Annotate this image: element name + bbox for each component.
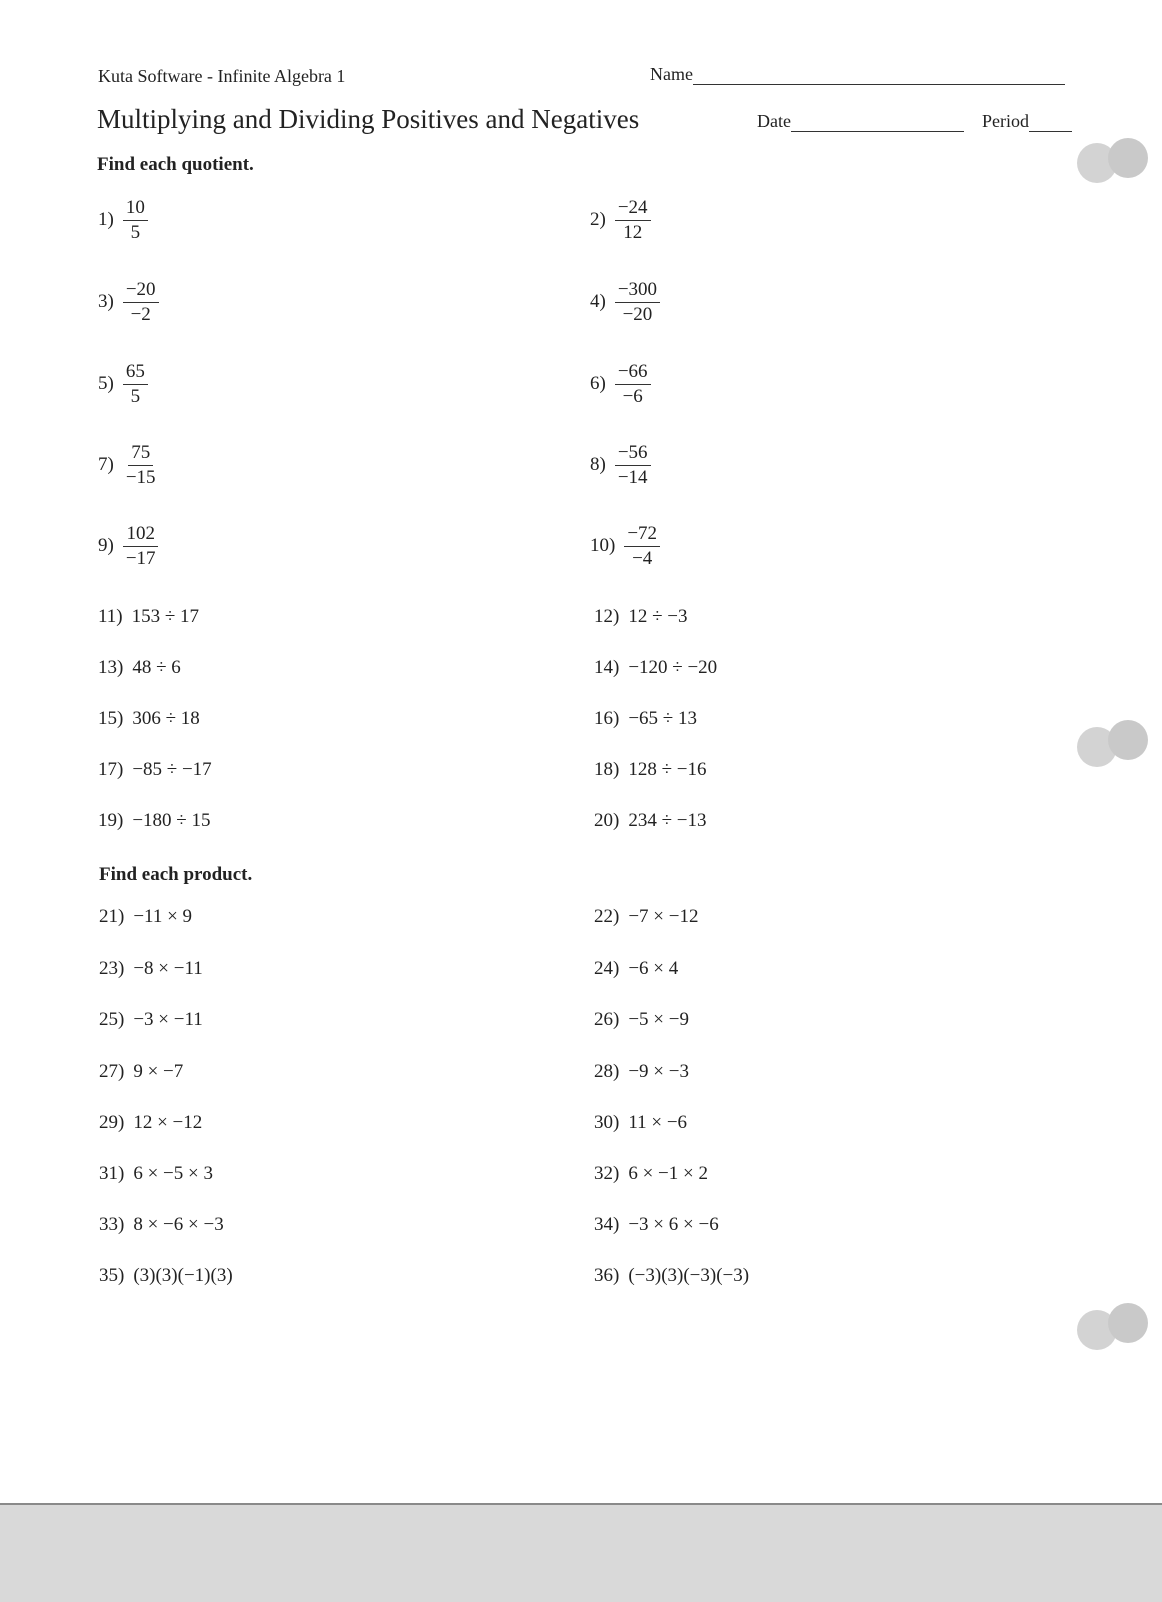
quotient-instruction: Find each quotient. — [97, 154, 254, 175]
problem-number: 7) — [98, 454, 114, 476]
expression: (−3)(3)(−3)(−3) — [628, 1265, 750, 1286]
period-label: Period — [982, 111, 1029, 131]
fraction — [123, 198, 148, 243]
problem-8 — [590, 443, 651, 488]
problem-number: 15) — [98, 708, 124, 729]
problem-number: 8) — [590, 454, 606, 476]
fraction — [123, 362, 148, 407]
name-field[interactable] — [650, 64, 1065, 85]
problem-6 — [590, 362, 651, 407]
problem-2 — [590, 198, 651, 243]
problem-5 — [98, 362, 148, 407]
problem-number: 32) — [594, 1163, 620, 1184]
punch-hole-top — [1108, 138, 1148, 178]
fraction — [615, 362, 651, 407]
numerator: −56 — [615, 443, 651, 466]
problem-number: 16) — [594, 708, 620, 729]
problem-number: 9) — [98, 535, 114, 557]
problem-24 — [594, 958, 678, 980]
problem-20 — [594, 810, 706, 832]
problem-number: 18) — [594, 759, 620, 780]
problem-10 — [590, 524, 660, 569]
problem-23 — [99, 958, 203, 980]
problem-number: 31) — [99, 1163, 125, 1184]
numerator: −24 — [615, 198, 651, 221]
problem-32 — [594, 1163, 708, 1185]
problem-17 — [98, 759, 212, 781]
fraction — [123, 524, 159, 569]
punch-hole-middle — [1108, 720, 1148, 760]
problem-31 — [99, 1163, 213, 1185]
date-label: Date — [757, 111, 791, 131]
problem-number: 12) — [594, 606, 620, 627]
expression: 11 × −6 — [628, 1112, 688, 1133]
problem-number: 29) — [99, 1112, 125, 1133]
denominator: −4 — [632, 547, 653, 569]
problem-number: 2) — [590, 209, 606, 231]
product-instruction: Find each product. — [99, 864, 253, 885]
problem-11 — [98, 606, 199, 628]
problem-12 — [594, 606, 687, 628]
problem-1 — [98, 198, 148, 243]
expression: 48 ÷ 6 — [132, 657, 181, 678]
expression: −8 × −11 — [133, 958, 203, 979]
fraction — [615, 443, 651, 488]
problem-4 — [590, 280, 660, 325]
problem-number: 25) — [99, 1009, 125, 1030]
denominator: 5 — [130, 385, 141, 407]
page-title: Multiplying and Dividing Positives and Negatives — [97, 104, 640, 134]
problem-15 — [98, 708, 200, 730]
problem-27 — [99, 1061, 183, 1083]
punch-hole-bottom — [1108, 1303, 1148, 1343]
problem-number: 33) — [99, 1214, 125, 1235]
problem-number: 21) — [99, 906, 125, 927]
expression: −85 ÷ −17 — [132, 759, 212, 780]
fraction — [615, 198, 651, 243]
expression: −3 × 6 × −6 — [628, 1214, 719, 1235]
problem-number: 4) — [590, 291, 606, 313]
expression: 12 × −12 — [133, 1112, 203, 1133]
problem-19 — [98, 810, 210, 832]
expression: −180 ÷ 15 — [132, 810, 211, 831]
period-field[interactable] — [982, 111, 1072, 132]
problem-33 — [99, 1214, 224, 1236]
expression: 8 × −6 × −3 — [133, 1214, 224, 1235]
denominator: −20 — [622, 303, 653, 325]
numerator: 75 — [128, 443, 153, 466]
numerator: 102 — [123, 524, 158, 547]
expression: 6 × −1 × 2 — [628, 1163, 708, 1184]
problem-25 — [99, 1009, 203, 1031]
numerator: 10 — [123, 198, 148, 221]
problem-number: 24) — [594, 958, 620, 979]
problem-13 — [98, 657, 181, 679]
expression: −120 ÷ −20 — [628, 657, 718, 678]
problem-number: 35) — [99, 1265, 125, 1286]
name-label: Name — [650, 64, 693, 84]
numerator: −72 — [624, 524, 660, 547]
problem-29 — [99, 1112, 202, 1134]
scanner-background — [0, 1503, 1162, 1602]
denominator: −14 — [617, 466, 648, 488]
expression: −6 × 4 — [628, 958, 679, 979]
problem-35 — [99, 1265, 233, 1287]
problem-number: 5) — [98, 373, 114, 395]
expression: 153 ÷ 17 — [131, 606, 200, 627]
expression: −5 × −9 — [628, 1009, 689, 1030]
problem-7 — [98, 443, 159, 488]
problem-number: 11) — [98, 606, 123, 627]
numerator: 65 — [123, 362, 148, 385]
problem-number: 34) — [594, 1214, 620, 1235]
expression: (3)(3)(−1)(3) — [133, 1265, 233, 1286]
denominator: 12 — [623, 221, 643, 243]
fraction — [123, 280, 159, 325]
problem-number: 10) — [590, 535, 616, 557]
denominator: 5 — [130, 221, 141, 243]
fraction — [615, 280, 660, 325]
problem-number: 27) — [99, 1061, 125, 1082]
period-line[interactable] — [1029, 113, 1072, 132]
fraction — [123, 443, 159, 488]
problem-number: 30) — [594, 1112, 620, 1133]
problem-30 — [594, 1112, 687, 1134]
numerator: −300 — [615, 280, 660, 303]
numerator: −66 — [615, 362, 651, 385]
denominator: −2 — [130, 303, 151, 325]
problem-number: 20) — [594, 810, 620, 831]
software-label: Kuta Software - Infinite Algebra 1 — [98, 66, 346, 86]
denominator: −6 — [622, 385, 643, 407]
expression: 306 ÷ 18 — [132, 708, 200, 729]
date-field[interactable] — [757, 111, 964, 132]
denominator: −15 — [125, 466, 156, 488]
expression: 9 × −7 — [133, 1061, 184, 1082]
expression: 12 ÷ −3 — [628, 606, 688, 627]
problem-number: 23) — [99, 958, 125, 979]
problem-14 — [594, 657, 717, 679]
expression: 128 ÷ −16 — [628, 759, 707, 780]
expression: −11 × 9 — [133, 906, 193, 927]
problem-18 — [594, 759, 706, 781]
problem-number: 6) — [590, 373, 606, 395]
expression: −7 × −12 — [628, 906, 699, 927]
numerator: −20 — [123, 280, 159, 303]
problem-number: 19) — [98, 810, 124, 831]
problem-3 — [98, 280, 159, 325]
name-line[interactable] — [693, 66, 1065, 85]
problem-36 — [594, 1265, 749, 1287]
problem-21 — [99, 906, 192, 928]
problem-9 — [98, 524, 159, 569]
problem-number: 13) — [98, 657, 124, 678]
problem-number: 14) — [594, 657, 620, 678]
expression: −9 × −3 — [628, 1061, 689, 1082]
expression: −3 × −11 — [133, 1009, 203, 1030]
expression: 234 ÷ −13 — [628, 810, 707, 831]
problem-number: 36) — [594, 1265, 620, 1286]
problem-number: 22) — [594, 906, 620, 927]
problem-number: 26) — [594, 1009, 620, 1030]
problem-number: 3) — [98, 291, 114, 313]
problem-26 — [594, 1009, 689, 1031]
problem-16 — [594, 708, 697, 730]
denominator: −17 — [125, 547, 156, 569]
problem-22 — [594, 906, 698, 928]
fraction — [624, 524, 660, 569]
problem-28 — [594, 1061, 689, 1083]
problem-number: 17) — [98, 759, 124, 780]
expression: 6 × −5 × 3 — [133, 1163, 213, 1184]
expression: −65 ÷ 13 — [628, 708, 697, 729]
date-line[interactable] — [791, 113, 964, 132]
problem-34 — [594, 1214, 719, 1236]
problem-number: 1) — [98, 209, 114, 231]
problem-number: 28) — [594, 1061, 620, 1082]
